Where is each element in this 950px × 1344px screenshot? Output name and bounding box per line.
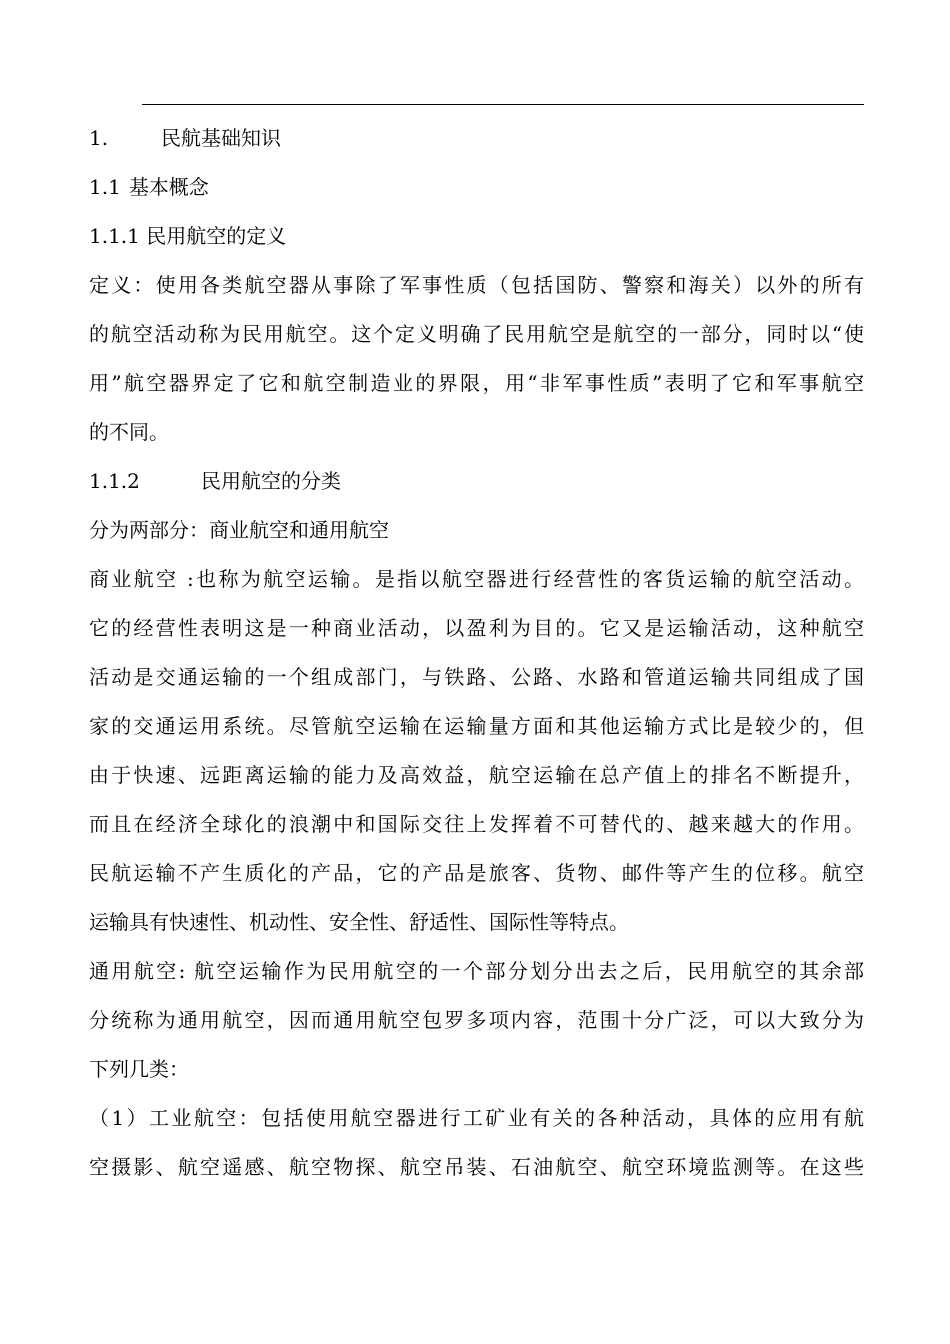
heading-1 bbox=[89, 114, 864, 163]
commercial-line-5: 由于快速、远距离运输的能力及高效益，航空运输在总产值上的排名不断提升， bbox=[89, 763, 864, 787]
commercial-line-4: 家的交通运用系统。尽管航空运输在运输量方面和其他运输方式比是较少的，但 bbox=[89, 714, 864, 738]
document-body bbox=[89, 114, 864, 1192]
general-line-3: 下列几类： bbox=[89, 1057, 189, 1081]
heading-1-1-2 bbox=[89, 457, 864, 506]
commercial-line-1: 商业航空 :也称为航空运输。是指以航空器进行经营性的客货运输的航空活动。 bbox=[89, 567, 864, 591]
heading-1-1-1: 1.1.1 民用航空的定义 bbox=[89, 224, 287, 248]
heading-1-1-number: 1.1 bbox=[89, 175, 121, 199]
industrial-line-2: 空摄影、航空遥感、航空物探、航空吊装、石油航空、航空环境监测等。在这些 bbox=[89, 1155, 864, 1179]
definition-line-1: 定义：使用各类航空器从事除了军事性质（包括国防、警察和海关）以外的所有 bbox=[89, 273, 864, 297]
heading-1-number: 1. bbox=[89, 126, 109, 150]
heading-1-1-2-title: 民用航空的分类 bbox=[201, 469, 341, 493]
split-line: 分为两部分：商业航空和通用航空 bbox=[89, 518, 389, 542]
commercial-line-3: 活动是交通运输的一个组成部门，与铁路、公路、水路和管道运输共同组成了国 bbox=[89, 665, 864, 689]
header-rule bbox=[142, 104, 864, 105]
commercial-line-2: 它的经营性表明这是一种商业活动，以盈利为目的。它又是运输活动，这种航空 bbox=[89, 616, 864, 640]
commercial-line-6: 而且在经济全球化的浪潮中和国际交往上发挥着不可替代的、越来越大的作用。 bbox=[89, 812, 864, 836]
industrial-line-1: （1）工业航空：包括使用航空器进行工矿业有关的各种活动，具体的应用有航 bbox=[89, 1106, 864, 1130]
commercial-line-8: 运输具有快速性、机动性、安全性、舒适性、国际性等特点。 bbox=[89, 910, 629, 934]
general-line-1: 通用航空: 航空运输作为民用航空的一个部分划分出去之后，民用航空的其余部 bbox=[89, 959, 864, 983]
general-line-2: 分统称为通用航空，因而通用航空包罗多项内容，范围十分广泛，可以大致分为 bbox=[89, 1008, 864, 1032]
definition-line-3: 用”航空器界定了它和航空制造业的界限，用“非军事性质”表明了它和军事航空 bbox=[89, 371, 864, 395]
heading-1-1-title: 基本概念 bbox=[128, 175, 209, 199]
definition-line-4: 的不同。 bbox=[89, 420, 169, 444]
definition-line-2: 的航空活动称为民用航空。这个定义明确了民用航空是航空的一部分，同时以“使 bbox=[89, 322, 864, 346]
commercial-line-7: 民航运输不产生质化的产品，它的产品是旅客、货物、邮件等产生的位移。航空 bbox=[89, 861, 864, 885]
heading-1-title: 民航基础知识 bbox=[161, 126, 281, 150]
heading-1-1-2-number: 1.1.2 bbox=[89, 469, 140, 493]
heading-1-1 bbox=[89, 163, 864, 212]
